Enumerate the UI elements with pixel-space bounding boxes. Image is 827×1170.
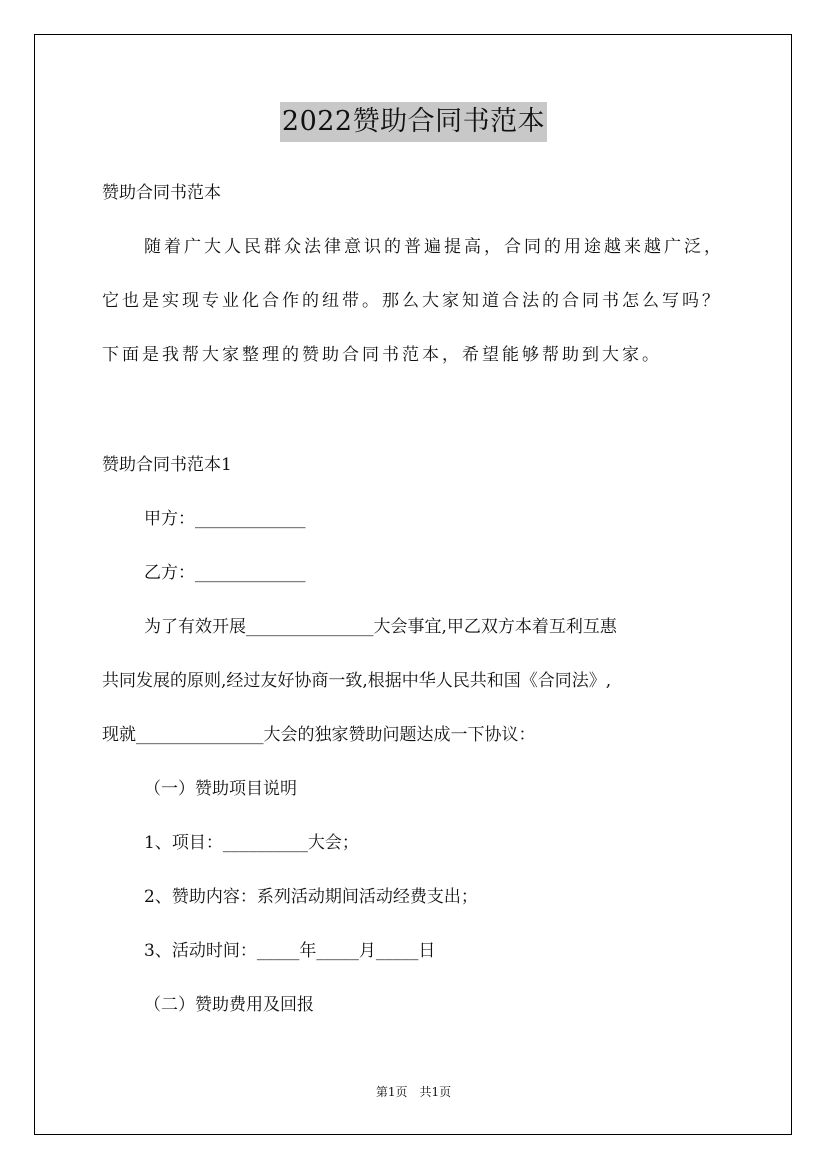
- body-line-3: 现就_______________大会的独家赞助问题达成一下协议：: [102, 725, 536, 745]
- intro-line-1: 随着广大人民群众法律意识的普遍提高，合同的用途越来越广泛，: [144, 237, 724, 257]
- item-3: 3、活动时间：_____年_____月_____日: [144, 941, 436, 961]
- sample-heading: 赞助合同书范本1: [102, 455, 232, 475]
- party-a-line: 甲方：_____________: [144, 509, 306, 529]
- intro-line-2: 它也是实现专业化合作的纽带。那么大家知道合法的合同书怎么写吗？: [102, 291, 722, 311]
- body-line-1: 为了有效开展_______________大会事宜,甲乙双方本着互利互惠: [144, 617, 617, 637]
- section-two-heading: （二）赞助费用及回报: [144, 995, 314, 1015]
- section-heading: 赞助合同书范本: [102, 183, 221, 203]
- party-b-line: 乙方：_____________: [144, 563, 306, 583]
- body-line-2: 共同发展的原则,经过友好协商一致,根据中华人民共和国《合同法》,: [102, 671, 612, 691]
- item-2: 2、赞助内容：系列活动期间活动经费支出；: [144, 887, 478, 907]
- item-1: 1、项目：__________大会；: [144, 833, 359, 853]
- intro-line-3: 下面是我帮大家整理的赞助合同书范本，希望能够帮助到大家。: [102, 345, 662, 365]
- page-footer: 第1页 共1页: [375, 1085, 452, 1099]
- document-title: 2022赞助合同书范本: [280, 102, 547, 142]
- title-container: [0, 102, 827, 142]
- section-one-heading: （一）赞助项目说明: [144, 779, 297, 799]
